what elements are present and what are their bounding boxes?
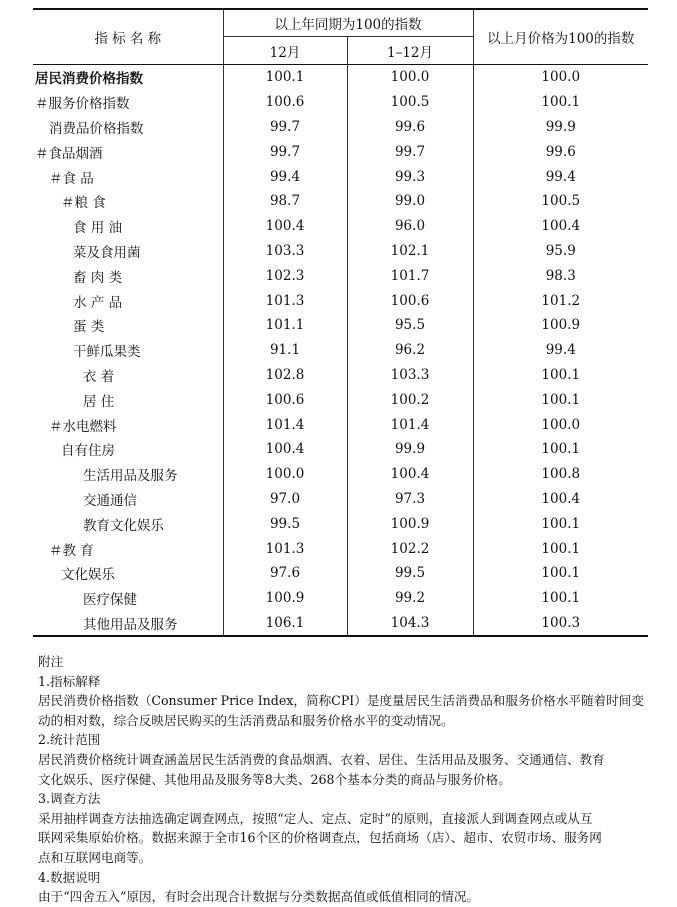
table-row xyxy=(33,189,648,214)
note-line: 联网采集原始价格。数据来源于全市16个区的价格调查点，包括商场（店）、超市、农贸市场、服务网 xyxy=(38,830,602,846)
table-row xyxy=(33,561,648,586)
december-index-cell: 100.1 xyxy=(223,65,347,90)
table-row xyxy=(33,288,648,313)
header-jan-dec: 1–12月 xyxy=(347,37,473,65)
december-index-cell: 101.3 xyxy=(223,288,347,313)
row-name-cell: 其他用品及服务 xyxy=(33,611,223,637)
table-row xyxy=(33,263,648,288)
table-row xyxy=(33,412,648,437)
december-index-cell: 99.7 xyxy=(223,139,347,164)
december-index-cell: 100.6 xyxy=(223,387,347,412)
jan-dec-index-cell: 99.5 xyxy=(347,561,473,586)
month-on-month-cell: 99.9 xyxy=(473,115,648,140)
table-row xyxy=(33,65,648,90)
december-index-cell: 99.5 xyxy=(223,511,347,536)
december-index-cell: 106.1 xyxy=(223,611,347,637)
jan-dec-index-cell: 100.4 xyxy=(347,462,473,487)
month-on-month-cell: 100.9 xyxy=(473,313,648,338)
header-december: 12月 xyxy=(223,37,347,65)
table-row xyxy=(33,239,648,264)
row-name-cell: 干鲜瓜果类 xyxy=(73,344,141,361)
month-on-month-cell: 99.4 xyxy=(473,164,648,189)
month-on-month-cell: 99.4 xyxy=(473,338,648,363)
jan-dec-index-cell: 99.7 xyxy=(347,139,473,164)
note-line: 2.统计范围 xyxy=(38,732,101,748)
jan-dec-index-cell: 99.3 xyxy=(347,164,473,189)
row-name-cell: ＃水电燃料 xyxy=(49,418,117,435)
row-name-cell: 食 用 油 xyxy=(73,220,123,237)
row-name-cell: 医疗保健 xyxy=(83,592,137,609)
jan-dec-index-cell: 102.1 xyxy=(347,239,473,264)
row-name-cell: ＃服务价格指数 xyxy=(35,96,130,113)
jan-dec-index-cell: 104.3 xyxy=(347,611,473,637)
month-on-month-cell: 95.9 xyxy=(473,239,648,264)
jan-dec-index-cell: 100.5 xyxy=(347,90,473,115)
row-name-cell: 文化娱乐 xyxy=(61,567,115,584)
december-index-cell: 98.7 xyxy=(223,189,347,214)
jan-dec-index-cell: 99.2 xyxy=(347,586,473,611)
row-name-cell: 交通通信 xyxy=(83,492,137,509)
month-on-month-cell: 101.2 xyxy=(473,288,648,313)
december-index-cell: 101.4 xyxy=(223,412,347,437)
december-index-cell: 100.9 xyxy=(223,586,347,611)
month-on-month-cell: 100.1 xyxy=(473,586,648,611)
month-on-month-cell: 100.4 xyxy=(473,214,648,239)
jan-dec-index-cell: 96.0 xyxy=(347,214,473,239)
header-indicator-name: 指 标 名 称 xyxy=(94,31,162,47)
row-name-cell: 水 产 品 xyxy=(73,294,123,311)
note-line: 附注 xyxy=(38,654,64,669)
month-on-month-cell: 100.1 xyxy=(473,387,648,412)
month-on-month-cell: 100.4 xyxy=(473,487,648,512)
row-name-cell: 居 住 xyxy=(83,393,115,410)
december-index-cell: 101.3 xyxy=(223,536,347,561)
table-row xyxy=(33,214,648,239)
header-mom-group: 以上月价格为100的指数 xyxy=(473,9,648,65)
month-on-month-cell: 100.1 xyxy=(473,536,648,561)
month-on-month-cell: 100.1 xyxy=(473,511,648,536)
december-index-cell: 91.1 xyxy=(223,338,347,363)
jan-dec-index-cell: 100.2 xyxy=(347,387,473,412)
december-index-cell: 100.6 xyxy=(223,90,347,115)
note-line: 点和互联网电商等。 xyxy=(38,849,152,865)
month-on-month-cell: 100.1 xyxy=(473,561,648,586)
row-name-cell: 蛋 类 xyxy=(73,319,105,336)
table-row xyxy=(33,90,648,115)
table-row xyxy=(33,462,648,487)
december-index-cell: 99.4 xyxy=(223,164,347,189)
cpi-table-body xyxy=(33,65,648,637)
table-row xyxy=(33,164,648,189)
jan-dec-index-cell: 100.9 xyxy=(347,511,473,536)
note-line: 文化娱乐、医疗保健、其他用品及服务等8大类、268个基本分类的商品与服务价格。 xyxy=(38,771,511,787)
row-name-cell: 自有住房 xyxy=(61,443,115,460)
jan-dec-index-cell: 97.3 xyxy=(347,487,473,512)
jan-dec-index-cell: 95.5 xyxy=(347,313,473,338)
jan-dec-index-cell: 101.4 xyxy=(347,412,473,437)
december-index-cell: 102.8 xyxy=(223,363,347,388)
row-name-cell: 教育文化娱乐 xyxy=(83,517,164,534)
month-on-month-cell: 99.6 xyxy=(473,139,648,164)
december-index-cell: 102.3 xyxy=(223,263,347,288)
jan-dec-index-cell: 100.6 xyxy=(347,288,473,313)
note-line: 1.指标解释 xyxy=(38,673,101,689)
month-on-month-cell: 100.1 xyxy=(473,90,648,115)
month-on-month-cell: 98.3 xyxy=(473,263,648,288)
month-on-month-cell: 100.8 xyxy=(473,462,648,487)
december-index-cell: 100.4 xyxy=(223,437,347,462)
jan-dec-index-cell: 99.6 xyxy=(347,115,473,140)
month-on-month-cell: 100.5 xyxy=(473,189,648,214)
december-index-cell: 97.0 xyxy=(223,487,347,512)
month-on-month-cell: 100.1 xyxy=(473,437,648,462)
jan-dec-index-cell: 100.0 xyxy=(347,65,473,90)
december-index-cell: 97.6 xyxy=(223,561,347,586)
cpi-table xyxy=(33,8,648,637)
note-line: 3.调查方法 xyxy=(38,791,101,807)
december-index-cell: 100.0 xyxy=(223,462,347,487)
note-line: 动的相对数，综合反映居民购买的生活消费品和服务价格水平的变动情况。 xyxy=(38,712,454,728)
row-name-cell: 居民消费价格指数 xyxy=(35,71,143,88)
table-row xyxy=(33,313,648,338)
jan-dec-index-cell: 102.2 xyxy=(347,536,473,561)
table-row xyxy=(33,437,648,462)
note-line: 4.数据说明 xyxy=(38,869,101,885)
table-row xyxy=(33,487,648,512)
row-name-cell: ＃教 育 xyxy=(49,542,94,559)
row-name-cell: ＃粮 食 xyxy=(61,195,106,212)
december-index-cell: 101.1 xyxy=(223,313,347,338)
row-name-cell: 菜及食用菌 xyxy=(73,244,141,261)
month-on-month-cell: 100.0 xyxy=(473,412,648,437)
table-row xyxy=(33,115,648,140)
jan-dec-index-cell: 103.3 xyxy=(347,363,473,388)
jan-dec-index-cell: 99.9 xyxy=(347,437,473,462)
month-on-month-cell: 100.1 xyxy=(473,363,648,388)
table-row xyxy=(33,387,648,412)
row-name-cell: 生活用品及服务 xyxy=(83,468,178,485)
table-row xyxy=(33,536,648,561)
notes-section xyxy=(38,652,650,907)
december-index-cell: 100.4 xyxy=(223,214,347,239)
december-index-cell: 103.3 xyxy=(223,239,347,264)
row-name-cell: 畜 肉 类 xyxy=(73,269,123,286)
jan-dec-index-cell: 101.7 xyxy=(347,263,473,288)
jan-dec-index-cell: 99.0 xyxy=(347,189,473,214)
table-row xyxy=(33,511,648,536)
table-row xyxy=(33,139,648,164)
month-on-month-cell: 100.0 xyxy=(473,65,648,90)
jan-dec-index-cell: 96.2 xyxy=(347,338,473,363)
table-row xyxy=(33,338,648,363)
december-index-cell: 99.7 xyxy=(223,115,347,140)
month-on-month-cell: 100.3 xyxy=(473,611,648,637)
table-row xyxy=(33,586,648,611)
row-name-cell: 消费品价格指数 xyxy=(49,120,144,137)
header-yoy-group: 以上年同期为100的指数 xyxy=(223,9,473,37)
row-name-cell: ＃食品烟酒 xyxy=(35,145,103,162)
note-line: 由于“四舍五入”原因，有时会出现合计数据与分类数据高值或低值相同的情况。 xyxy=(38,889,480,905)
note-line: 居民消费价格统计调查涵盖居民生活消费的食品烟酒、衣着、居住、生活用品及服务、交通通信、教育 xyxy=(38,751,605,767)
table-row xyxy=(33,363,648,388)
table-row xyxy=(33,611,648,637)
row-name-cell: 衣 着 xyxy=(83,368,115,385)
row-name-cell: ＃食 品 xyxy=(49,170,94,187)
note-line: 居民消费价格指数（Consumer Price Index，简称CPI）是度量居民生活消费品和服务价格水平随着时间变 xyxy=(38,693,644,709)
note-line: 采用抽样调查方法抽选确定调查网点，按照“定人、定点、定时”的原则，直接派人到调查网点或从互 xyxy=(38,810,593,826)
